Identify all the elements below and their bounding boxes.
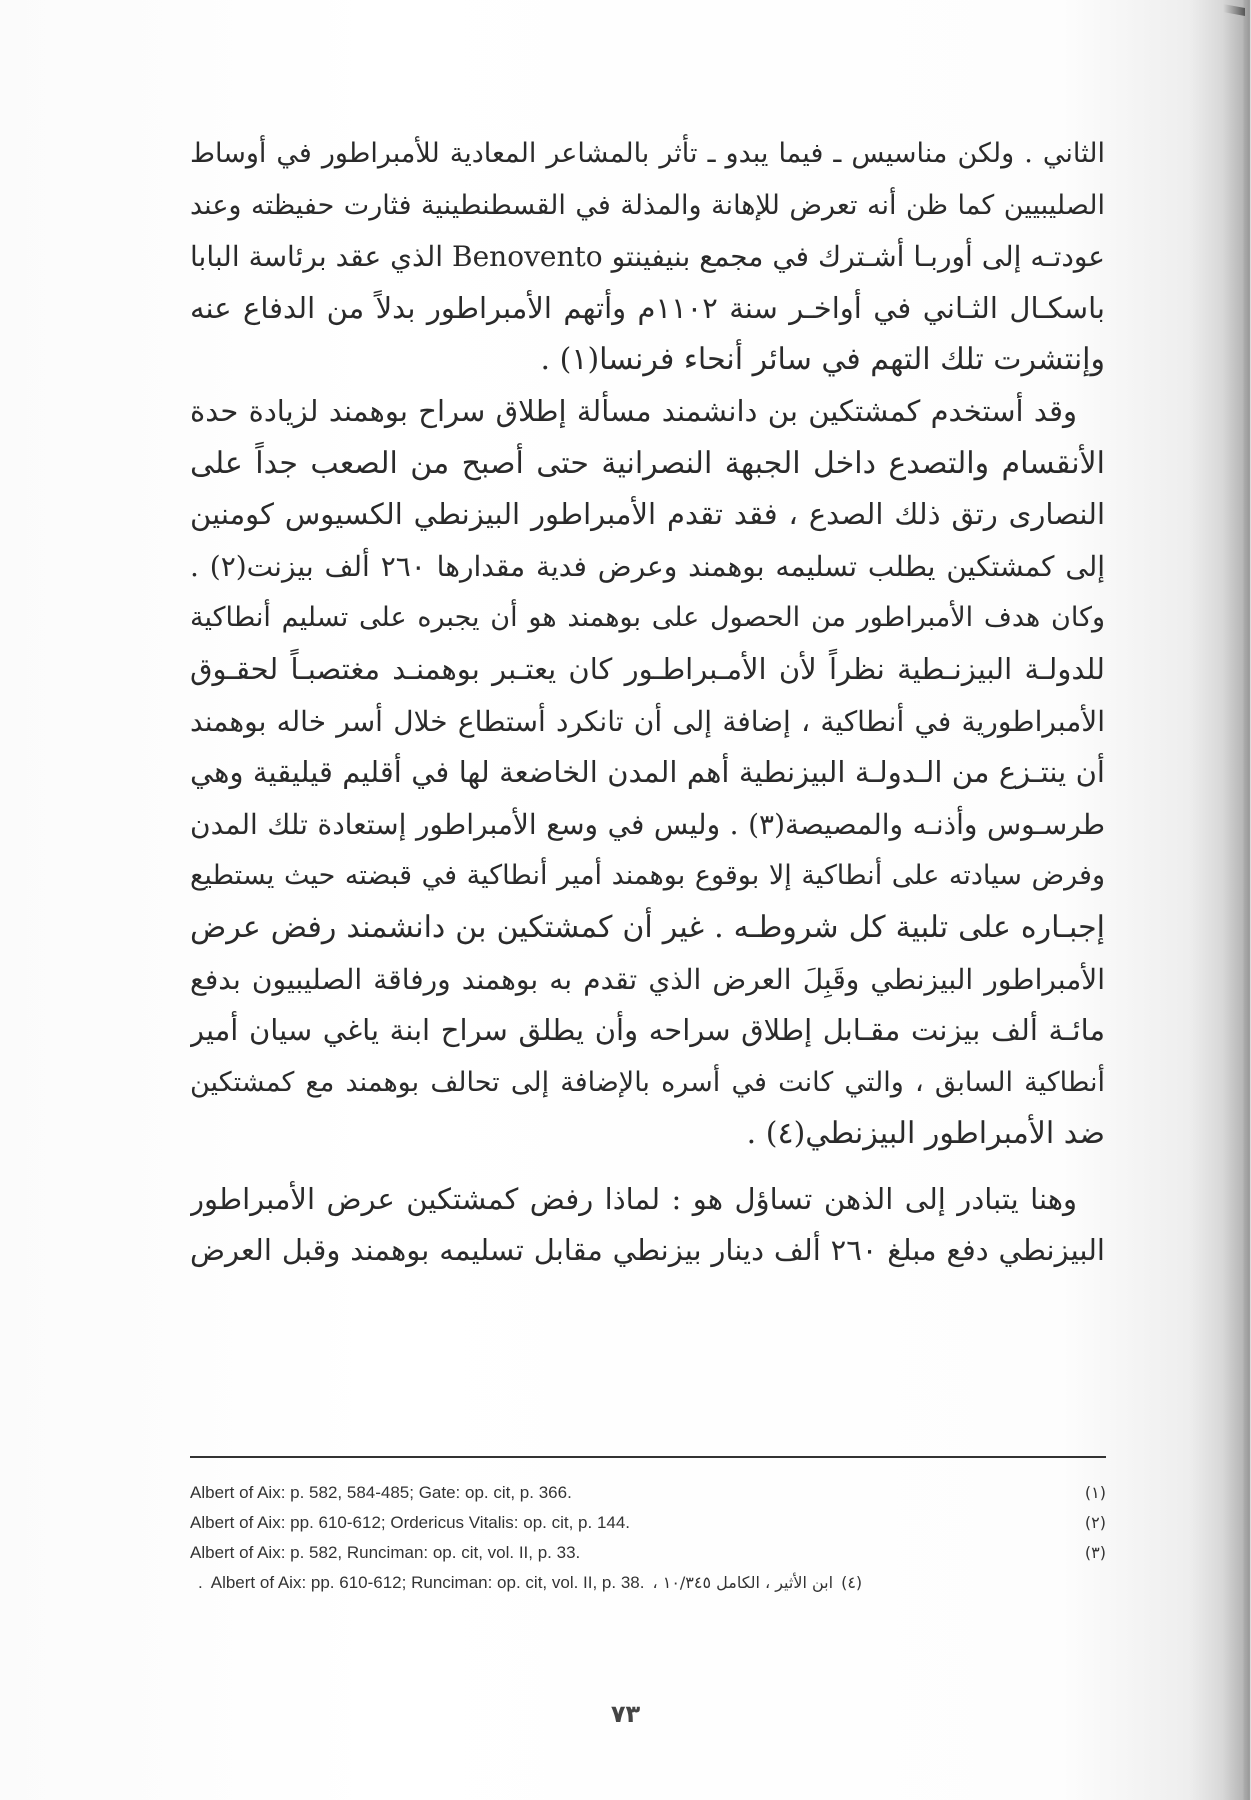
footnote-text: Albert of Aix: p. 582, 584-485; Gate: op. cit, p. 366. bbox=[190, 1483, 572, 1502]
text-line: ضد الأمبراطور البيزنطي(٤) . bbox=[746, 1116, 1105, 1152]
page-number: ٧٣ bbox=[610, 1700, 641, 1728]
text-line: وفرض سيادته على أنطاكية إلا بوقوع بوهمند أمير أنطاكية في قبضته حيث يستطيع bbox=[190, 860, 1105, 892]
paragraph-1 bbox=[190, 128, 1105, 386]
footnote-3 bbox=[190, 1538, 1106, 1568]
text-line: وإنتشرت تلك التهم في سائر أنحاء فرنسا(١) . bbox=[540, 342, 1105, 378]
text-line: البيزنطي دفع مبلغ ٢٦٠ ألف دينار بيزنطي مقابل تسليمه بوهمند وقبل العرض bbox=[190, 1233, 1105, 1268]
footnote-4 bbox=[190, 1568, 1106, 1598]
footnote-1 bbox=[190, 1478, 1106, 1508]
text-line: إجبـاره على تلبية كل شروطـه . غير أن كمشتكين بن دانشمند رفض عرض bbox=[190, 909, 1105, 945]
text-line: طرسـوس وأذنـه والمصيصة(٣) . وليس في وسع الأمبراطور إستعادة تلك المدن bbox=[190, 807, 1105, 841]
footnote-number: (١) bbox=[1084, 1483, 1106, 1502]
text-line: الأمبراطورية في أنطاكية ، إضافة إلى أن تانكرد أستطاع خلال أسر خاله بوهمند bbox=[190, 704, 1105, 738]
footnote-arabic-source: ابن الأثير ، الكامل ١٠/٣٤٥ ، bbox=[652, 1573, 834, 1592]
paragraph-gap bbox=[190, 1160, 1105, 1174]
text-line: الصليبيين كما ظن أنه تعرض للإهانة والمذلة في القسطنطينية فثارت حفيظته وعند bbox=[190, 189, 1105, 221]
text-line: النصارى رتق ذلك الصدع ، فقد تقدم الأمبراطور البيزنطي الكسيوس كومنين bbox=[190, 497, 1105, 532]
text-line: الثاني . ولكن مناسيس ـ فيما يبدو ـ تأثر بالمشاعر المعادية للأمبراطور في أوساط bbox=[190, 138, 1105, 169]
text-line: إلى كمشتكين يطلب تسليمه بوهمند وعرض فدية مقدارها ٢٦٠ ألف بيزنت(٢) . bbox=[190, 549, 1105, 583]
footnotes bbox=[190, 1478, 1106, 1598]
footnote-number: (٣) bbox=[1084, 1543, 1106, 1562]
paragraph-2 bbox=[190, 386, 1105, 1160]
text-line: وهنا يتبادر إلى الذهن تساؤل هو : لماذا رفض كمشتكين عرض الأمبراطور bbox=[190, 1181, 1077, 1216]
text-line: وكان هدف الأمبراطور من الحصول على بوهمند هو أن يجبره على تسليم أنطاكية bbox=[190, 602, 1105, 634]
paragraph-3 bbox=[190, 1174, 1105, 1277]
footnote-separator bbox=[190, 1456, 1106, 1458]
text-line: الأمبراطور البيزنطي وقَبِلَ العرض الذي تقدم به بوهمند ورفاقة الصليبيون بدفع bbox=[190, 962, 1105, 996]
footnote-trailing-period: . bbox=[198, 1573, 203, 1592]
text-line: عودتـه إلى أوربـا أشـترك في مجمع بنيفينتو Benovento الذي عقد برئاسة البابا bbox=[190, 240, 1105, 274]
text-line: أنطاكية السابق ، والتي كانت في أسره بالإضافة إلى تحالف بوهمند مع كمشتكين bbox=[190, 1066, 1105, 1098]
text-line: للدولـة البيزنـطية نظراً لأن الأمـبراطـور كان يعتـبر بوهمنـد مغتصبـاً لحقـوق bbox=[190, 651, 1105, 686]
footnote-2 bbox=[190, 1508, 1106, 1538]
page-edge-shadow bbox=[1223, 0, 1251, 1800]
text-line: وقد أستخدم كمشتكين بن دانشمند مسألة إطلاق سراح بوهمند لزيادة حدة bbox=[190, 393, 1077, 428]
footnote-text: Albert of Aix: pp. 610-612; Ordericus Vitalis: op. cit, p. 144. bbox=[190, 1513, 631, 1532]
footnote-text: Albert of Aix: p. 582, Runciman: op. cit, vol. II, p. 33. bbox=[190, 1543, 581, 1562]
text-line: أن ينتـزع من الـدولـة البيزنطية أهم المدن الخاضعة لها في أقليم قيليقية وهي bbox=[190, 755, 1105, 790]
footnote-number: (٤) bbox=[841, 1573, 863, 1592]
footnote-text: Albert of Aix: pp. 610-612; Runciman: op. cit, vol. II, p. 38. bbox=[210, 1573, 645, 1592]
text-line: الأنقسام والتصدع داخل الجبهة النصرانية حتى أصبح من الصعب جداً على bbox=[190, 445, 1105, 481]
body-text bbox=[190, 128, 1105, 1277]
text-line: مائـة ألف بيزنت مقـابل إطلاق سراحه وأن يطلق سراح ابنة ياغي سيان أمير bbox=[190, 1013, 1105, 1048]
footnote-number: (٢) bbox=[1084, 1513, 1106, 1532]
text-line: باسكـال الثـاني في أواخـر سنة ١١٠٢م وأتهم الأمبراطور بدلاً من الدفاع عنه bbox=[190, 290, 1105, 325]
